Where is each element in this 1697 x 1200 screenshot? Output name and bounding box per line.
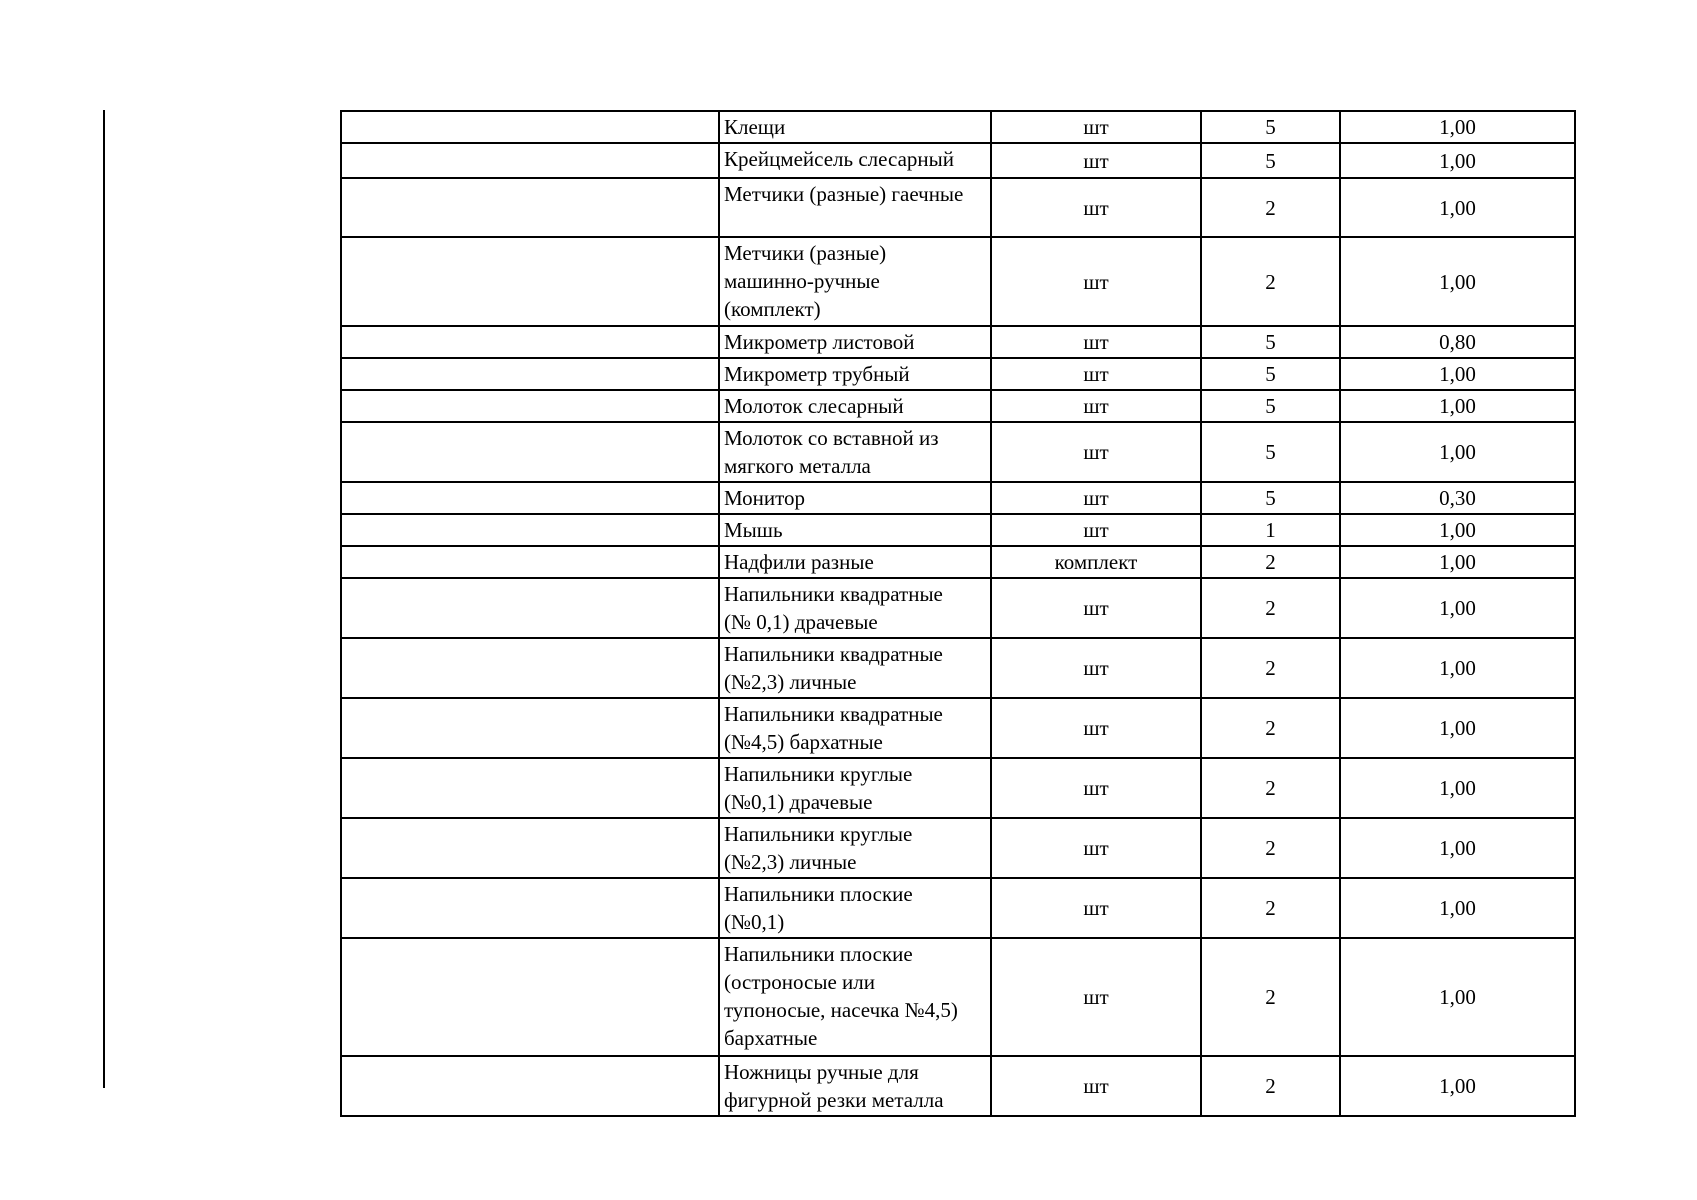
coefficient-cell: 1,00 (1340, 422, 1575, 482)
table-row (341, 111, 1575, 143)
blank-cell (341, 482, 719, 514)
unit-cell: шт (991, 422, 1201, 482)
table-row (341, 390, 1575, 422)
unit-cell: шт (991, 358, 1201, 390)
table-row (341, 758, 1575, 818)
table-row (341, 546, 1575, 578)
quantity-cell: 2 (1201, 758, 1340, 818)
item-name-cell: Напильники квадратные (№2,3) личные (719, 638, 991, 698)
coefficient-cell: 0,30 (1340, 482, 1575, 514)
unit-cell: шт (991, 514, 1201, 546)
unit-cell: шт (991, 111, 1201, 143)
quantity-cell: 2 (1201, 698, 1340, 758)
item-name-cell: Напильники квадратные (№ 0,1) драчевые (719, 578, 991, 638)
coefficient-cell: 1,00 (1340, 878, 1575, 938)
unit-cell: шт (991, 758, 1201, 818)
item-name-cell: Клещи (719, 111, 991, 143)
blank-cell (341, 758, 719, 818)
table-row (341, 578, 1575, 638)
unit-cell: шт (991, 938, 1201, 1056)
blank-cell (341, 514, 719, 546)
table-row (341, 143, 1575, 178)
blank-cell (341, 111, 719, 143)
quantity-cell: 2 (1201, 178, 1340, 237)
blank-cell (341, 422, 719, 482)
blank-cell (341, 818, 719, 878)
quantity-cell: 5 (1201, 422, 1340, 482)
quantity-cell: 2 (1201, 1056, 1340, 1116)
unit-cell: шт (991, 878, 1201, 938)
blank-cell (341, 237, 719, 326)
quantity-cell: 2 (1201, 546, 1340, 578)
unit-cell: шт (991, 482, 1201, 514)
unit-cell: шт (991, 818, 1201, 878)
left-margin-line (103, 110, 105, 1088)
quantity-cell: 5 (1201, 111, 1340, 143)
quantity-cell: 5 (1201, 358, 1340, 390)
table-row (341, 938, 1575, 1056)
item-name-cell: Ножницы ручные для фигурной резки металла (719, 1056, 991, 1116)
table-row (341, 178, 1575, 237)
table-row (341, 326, 1575, 358)
coefficient-cell: 1,00 (1340, 578, 1575, 638)
item-name-cell: Метчики (разные) гаечные (719, 178, 991, 237)
unit-cell: шт (991, 237, 1201, 326)
blank-cell (341, 546, 719, 578)
coefficient-cell: 1,00 (1340, 818, 1575, 878)
unit-cell: шт (991, 326, 1201, 358)
quantity-cell: 5 (1201, 143, 1340, 178)
blank-cell (341, 878, 719, 938)
blank-cell (341, 358, 719, 390)
coefficient-cell: 1,00 (1340, 638, 1575, 698)
coefficient-cell: 1,00 (1340, 938, 1575, 1056)
table-row (341, 358, 1575, 390)
table-row (341, 878, 1575, 938)
equipment-table-body (341, 111, 1575, 1116)
quantity-cell: 2 (1201, 818, 1340, 878)
table-row (341, 698, 1575, 758)
unit-cell: шт (991, 578, 1201, 638)
coefficient-cell: 1,00 (1340, 111, 1575, 143)
blank-cell (341, 178, 719, 237)
item-name-cell: Надфили разные (719, 546, 991, 578)
coefficient-cell: 1,00 (1340, 143, 1575, 178)
coefficient-cell: 1,00 (1340, 390, 1575, 422)
equipment-table (340, 110, 1576, 1117)
item-name-cell: Напильники квадратные (№4,5) бархатные (719, 698, 991, 758)
blank-cell (341, 143, 719, 178)
unit-cell: комплект (991, 546, 1201, 578)
blank-cell (341, 938, 719, 1056)
coefficient-cell: 1,00 (1340, 1056, 1575, 1116)
unit-cell: шт (991, 390, 1201, 422)
blank-cell (341, 326, 719, 358)
item-name-cell: Напильники плоские (№0,1) (719, 878, 991, 938)
item-name-cell: Микрометр листовой (719, 326, 991, 358)
item-name-cell: Метчики (разные) машинно-ручные (комплект) (719, 237, 991, 326)
unit-cell: шт (991, 143, 1201, 178)
table-row (341, 818, 1575, 878)
item-name-cell: Молоток со вставной из мягкого металла (719, 422, 991, 482)
coefficient-cell: 1,00 (1340, 178, 1575, 237)
coefficient-cell: 1,00 (1340, 546, 1575, 578)
table-row (341, 1056, 1575, 1116)
item-name-cell: Микрометр трубный (719, 358, 991, 390)
coefficient-cell: 1,00 (1340, 358, 1575, 390)
table-row (341, 422, 1575, 482)
item-name-cell: Монитор (719, 482, 991, 514)
quantity-cell: 2 (1201, 578, 1340, 638)
blank-cell (341, 698, 719, 758)
quantity-cell: 2 (1201, 878, 1340, 938)
item-name-cell: Напильники круглые (№2,3) личные (719, 818, 991, 878)
item-name-cell: Напильники плоские (остроносые или тупоносые, насечка №4,5) бархатные (719, 938, 991, 1056)
table-row (341, 482, 1575, 514)
coefficient-cell: 1,00 (1340, 514, 1575, 546)
unit-cell: шт (991, 1056, 1201, 1116)
table-row (341, 638, 1575, 698)
table-row (341, 237, 1575, 326)
unit-cell: шт (991, 698, 1201, 758)
unit-cell: шт (991, 638, 1201, 698)
table-row (341, 514, 1575, 546)
quantity-cell: 5 (1201, 390, 1340, 422)
item-name-cell: Крейцмейсель слесарный (719, 143, 991, 178)
quantity-cell: 1 (1201, 514, 1340, 546)
coefficient-cell: 1,00 (1340, 698, 1575, 758)
quantity-cell: 5 (1201, 482, 1340, 514)
blank-cell (341, 1056, 719, 1116)
quantity-cell: 5 (1201, 326, 1340, 358)
item-name-cell: Напильники круглые (№0,1) драчевые (719, 758, 991, 818)
quantity-cell: 2 (1201, 237, 1340, 326)
blank-cell (341, 578, 719, 638)
blank-cell (341, 638, 719, 698)
item-name-cell: Молоток слесарный (719, 390, 991, 422)
coefficient-cell: 0,80 (1340, 326, 1575, 358)
quantity-cell: 2 (1201, 938, 1340, 1056)
item-name-cell: Мышь (719, 514, 991, 546)
unit-cell: шт (991, 178, 1201, 237)
quantity-cell: 2 (1201, 638, 1340, 698)
coefficient-cell: 1,00 (1340, 758, 1575, 818)
coefficient-cell: 1,00 (1340, 237, 1575, 326)
blank-cell (341, 390, 719, 422)
